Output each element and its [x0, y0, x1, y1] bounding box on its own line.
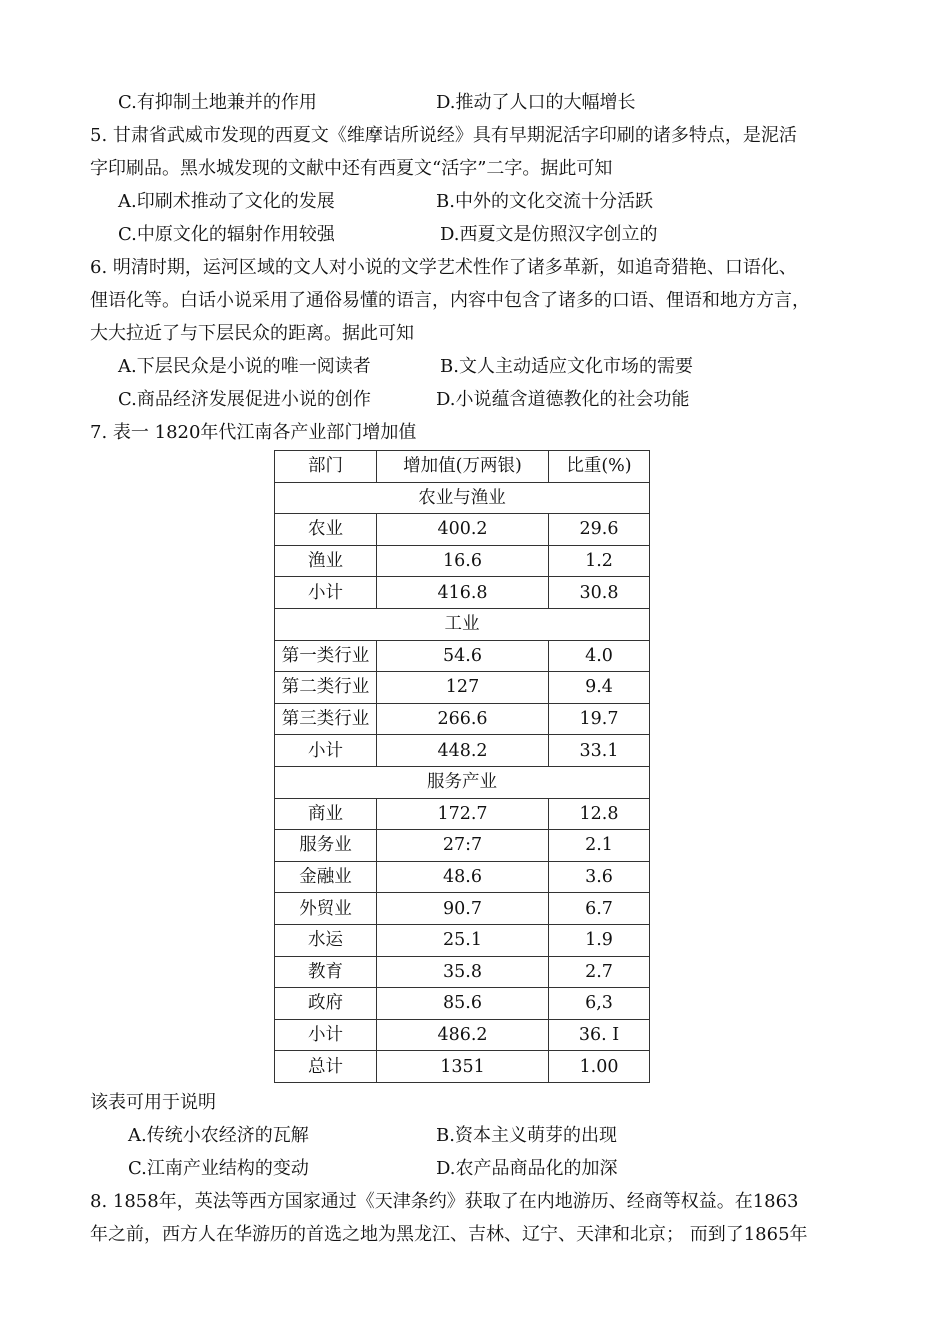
table-cell: 总计: [275, 1051, 377, 1083]
table-cell: 33.1: [549, 735, 650, 767]
table-cell: 教育: [275, 956, 377, 988]
q7-option-c: C.江南产业结构的变动: [128, 1158, 309, 1179]
table-cell: 小计: [275, 577, 377, 609]
table-row: [275, 1051, 650, 1083]
table-section-row: [275, 608, 650, 640]
q6-stem-line-2: 俚语化等。白话小说采用了通俗易懂的语言，内容中包含了诸多的口语、俚语和地方方言，: [90, 290, 810, 311]
table-cell: 3.6: [549, 861, 650, 893]
table-cell: 30.8: [549, 577, 650, 609]
table-header-cell: 部门: [275, 451, 377, 483]
table-row: [275, 924, 650, 956]
table-cell: 商业: [275, 798, 377, 830]
table-cell: 19.7: [549, 703, 650, 735]
table-row: [275, 672, 650, 704]
q7-option-a: A.传统小农经济的瓦解: [128, 1125, 309, 1146]
table-section-row: [275, 482, 650, 514]
table-row: [275, 577, 650, 609]
q6-option-c: C.商品经济发展促进小说的创作: [118, 389, 371, 410]
table-cell: 渔业: [275, 545, 377, 577]
table-cell: 2.1: [549, 830, 650, 862]
table-cell: 第二类行业: [275, 672, 377, 704]
table-cell: 486.2: [377, 1019, 549, 1051]
table-header-row: [275, 451, 650, 483]
table-cell: 1.9: [549, 924, 650, 956]
table-cell: 448.2: [377, 735, 549, 767]
q5-option-b: B.中外的文化交流十分活跃: [436, 191, 653, 212]
q7-option-b: B.资本主义萌芽的出现: [436, 1125, 617, 1146]
table-cell: 16.6: [377, 545, 549, 577]
table-cell: 外贸业: [275, 893, 377, 925]
section-title: 农业与渔业: [275, 482, 650, 514]
table-cell: 小计: [275, 1019, 377, 1051]
q8-stem-line-1: 8. 1858年，英法等西方国家通过《天津条约》获取了在内地游历、经商等权益。在1863: [90, 1191, 799, 1212]
table-cell: 400.2: [377, 514, 549, 546]
table-row: [275, 735, 650, 767]
table-cell: 25.1: [377, 924, 549, 956]
table-cell: 266.6: [377, 703, 549, 735]
table-cell: 1.2: [549, 545, 650, 577]
table-row: [275, 893, 650, 925]
table-cell: 6.7: [549, 893, 650, 925]
q7-table-caption: 7. 表一 1820年代江南各产业部门增加值: [90, 422, 417, 443]
table-header-cell: 比重(%): [549, 451, 650, 483]
table-row: [275, 703, 650, 735]
table-cell: 27:7: [377, 830, 549, 862]
table-cell: 35.8: [377, 956, 549, 988]
q6-stem-line-1: 6. 明清时期，运河区域的文人对小说的文学艺术性作了诸多革新，如追奇猎艳、口语化、: [90, 257, 797, 278]
table-row: [275, 956, 650, 988]
table-row: [275, 798, 650, 830]
table-cell: 12.8: [549, 798, 650, 830]
table-cell: 1351: [377, 1051, 549, 1083]
q5-stem-line-2: 字印刷品。黑水城发现的文献中还有西夏文“活字”二字。据此可知: [90, 158, 613, 179]
table-cell: 85.6: [377, 988, 549, 1020]
q6-option-b: B.文人主动适应文化市场的需要: [440, 356, 693, 377]
section-title: 服务产业: [275, 766, 650, 798]
table-cell: 6,3: [549, 988, 650, 1020]
table-cell: 小计: [275, 735, 377, 767]
q4-option-d: D.推动了人口的大幅增长: [436, 92, 636, 113]
q5-option-d: D.西夏文是仿照汉字创立的: [440, 224, 658, 245]
industry-value-table: [274, 450, 650, 1083]
table-row: [275, 1019, 650, 1051]
table-cell: 9.4: [549, 672, 650, 704]
table-cell: 第三类行业: [275, 703, 377, 735]
table-row: [275, 988, 650, 1020]
table-cell: 48.6: [377, 861, 549, 893]
q4-option-c: C.有抑制土地兼并的作用: [118, 92, 317, 113]
table-cell: 政府: [275, 988, 377, 1020]
table-row: [275, 545, 650, 577]
table-cell: 金融业: [275, 861, 377, 893]
table-cell: 127: [377, 672, 549, 704]
table-cell: 1.00: [549, 1051, 650, 1083]
table-cell: 29.6: [549, 514, 650, 546]
table-cell: 36. I: [549, 1019, 650, 1051]
table-cell: 4.0: [549, 640, 650, 672]
table-section-row: [275, 766, 650, 798]
table-cell: 水运: [275, 924, 377, 956]
table-row: [275, 514, 650, 546]
table-row: [275, 640, 650, 672]
table-row: [275, 861, 650, 893]
q6-option-a: A.下层民众是小说的唯一阅读者: [118, 356, 371, 377]
q7-stem: 该表可用于说明: [90, 1092, 216, 1113]
table-cell: 农业: [275, 514, 377, 546]
q6-option-d: D.小说蕴含道德教化的社会功能: [436, 389, 690, 410]
table-cell: 服务业: [275, 830, 377, 862]
table-cell: 2.7: [549, 956, 650, 988]
table-header-cell: 增加值(万两银): [377, 451, 549, 483]
table-row: [275, 830, 650, 862]
q6-stem-line-3: 大大拉近了与下层民众的距离。据此可知: [90, 323, 414, 344]
table-cell: 172.7: [377, 798, 549, 830]
q5-option-a: A.印刷术推动了文化的发展: [118, 191, 335, 212]
table-cell: 第一类行业: [275, 640, 377, 672]
q8-stem-line-2: 年之前，西方人在华游历的首选之地为黑龙江、吉林、辽宁、天津和北京； 而到了1865年: [90, 1224, 808, 1245]
q7-option-d: D.农产品商品化的加深: [436, 1158, 618, 1179]
table-cell: 90.7: [377, 893, 549, 925]
q5-stem-line-1: 5. 甘肃省武威市发现的西夏文《维摩诘所说经》具有早期泥活字印刷的诸多特点，是泥活: [90, 125, 797, 146]
section-title: 工业: [275, 608, 650, 640]
table-cell: 416.8: [377, 577, 549, 609]
q5-option-c: C.中原文化的辐射作用较强: [118, 224, 335, 245]
table-cell: 54.6: [377, 640, 549, 672]
